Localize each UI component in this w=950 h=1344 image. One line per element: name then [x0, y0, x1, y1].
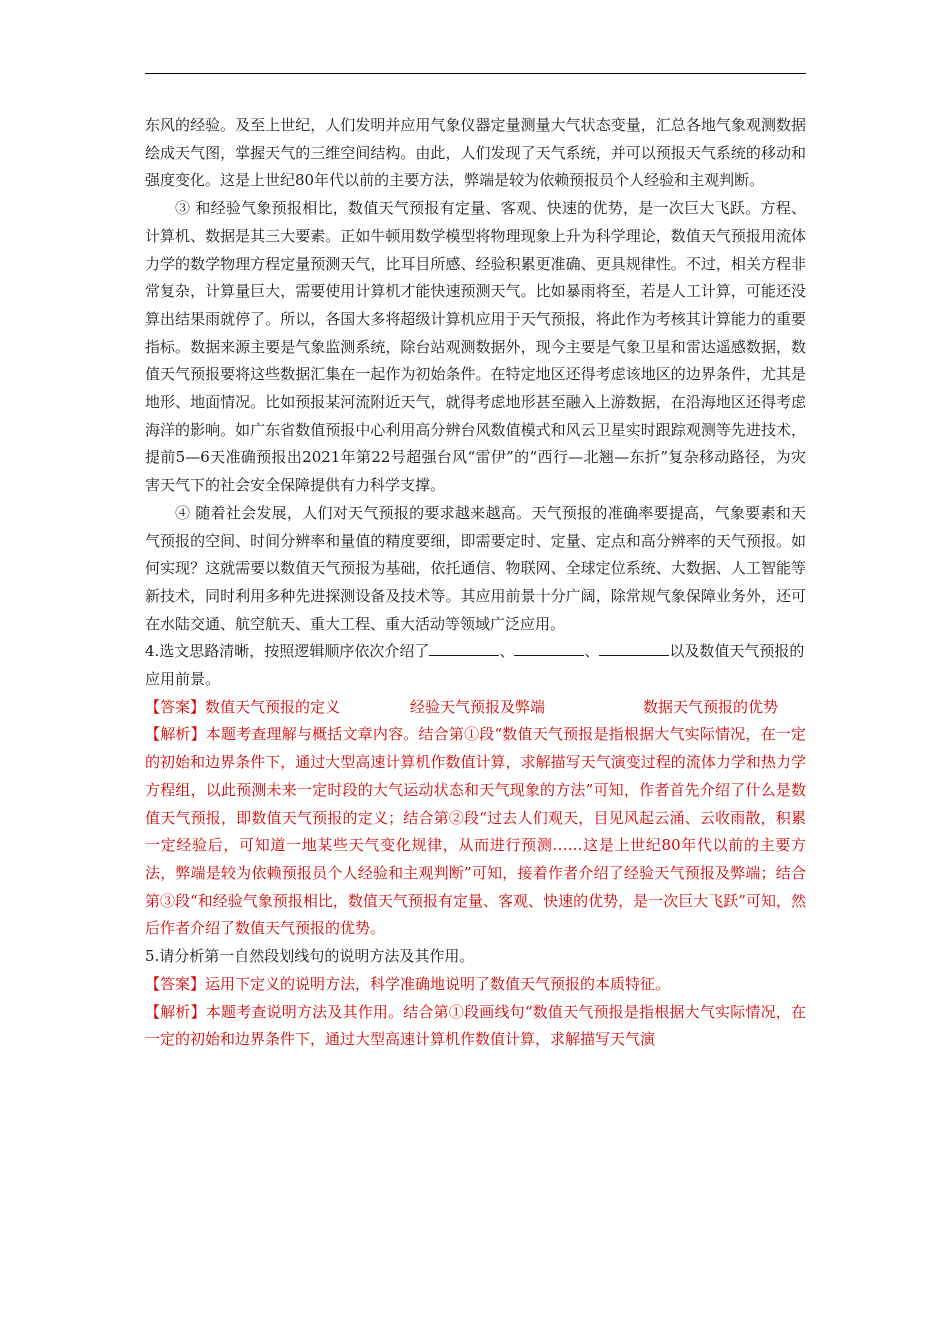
header-rule: [145, 73, 806, 74]
question-4-analysis: [145, 721, 806, 943]
analysis-text: 本题考查说明方法及其作用。结合第①段画线句“数值天气预报是指根据大气实际情况，在一定的初始和边界条件下，通过大型高速计算机作数值计算，求解描写天气演: [145, 1002, 806, 1049]
question-5-analysis: [145, 999, 806, 1054]
analysis-tag: 【解析】: [145, 1002, 206, 1021]
answer-blank-2[interactable]: [514, 639, 584, 656]
answer-tag: 【答案】: [145, 697, 206, 716]
passage-paragraph-3: ③ 和经验气象预报相比，数值天气预报有定量、客观、快速的优势，是一次巨大飞跃。方程、计算机、数据是其三大要素。正如牛顿用数学模型将物理现象上升为科学理论，数值天气预报用流体力学的数学物理方程定量预测天气，比耳目所感、经验积累更准确、更具规律性。不过，相关方程非常复杂，计算量巨大，需要使用计算机才能快速预测天气。比如暴雨将至，若是人工计算，可能还没算出结果雨就停了。所以，各国大多将超级计算机应用于天气预报，将此作为考核其计算能力的重要指标。数据来源主要是气象监测系统，除台站观测数据外，现今主要是气象卫星和雷达遥感数据，数值天气预报要将这些数据汇集在一起作为初始条件。在特定地区还得考虑该地区的边界条件，尤其是地形、地面情况。比如预报某河流附近天气，就得考虑地形甚至融入上游数据，在沿海地区还得考虑海洋的影响。如广东省数值预报中心利用高分辨台风数值模式和风云卫星实时跟踪观测等先进技术，提前5—6天准确预报出2021年第22号超强台风“雷伊”的“西行—北翘—东折”复杂移动路径，为灾害天气下的社会安全保障提供有力科学支撑。: [145, 199, 806, 495]
question-4-answer: [145, 694, 806, 722]
answer-text: 运用下定义的说明方法，科学准确地说明了数值天气预报的本质特征。: [205, 974, 671, 993]
question-4-text-after: 以及数值天气预报的应用前景。: [145, 642, 805, 689]
question-4-separator-1: 、: [499, 642, 515, 661]
answer-item-1: 数值天气预报的定义: [205, 697, 341, 716]
answer-item-2: 经验天气预报及弊端: [410, 697, 546, 716]
document-body: [145, 112, 806, 1054]
passage-paragraph-4: ④ 随着社会发展，人们对天气预报的要求越来越高。天气预报的准确率要提高，气象要素和天气预报的空间、时间分辨率和量值的精度要细，即需要定时、定量、定点和高分辨率的天气预报。如何实现？这就需要以数值天气预报为基础，依托通信、物联网、全球定位系统、大数据、人工智能等新技术，同时利用多种先进探测设备及技术等。其应用前景十分广阔，除常规气象保障业务外，还可在水陆交通、航空航天、重大工程、重大活动等领域广泛应用。: [145, 503, 806, 633]
question-4-separator-2: 、: [584, 642, 600, 661]
question-5-answer: [145, 971, 806, 999]
question-4: [145, 638, 806, 693]
answer-blank-3[interactable]: [599, 639, 669, 656]
answer-tag: 【答案】: [145, 974, 206, 993]
passage-paragraph-2-tail: 东风的经验。及至上世纪，人们发明并应用气象仪器定量测量大气状态变量，汇总各地气象观测数据绘成天气图，掌握天气的三维空间结构。由此，人们发现了天气系统，并可以预报天气系统的移动和强度变化。这是上世纪80年代以前的主要方法，弊端是较为依赖预报员个人经验和主观判断。: [145, 116, 806, 190]
question-5: 5.请分析第一自然段划线句的说明方法及其作用。: [145, 947, 475, 966]
analysis-tag: 【解析】: [145, 725, 206, 744]
answer-blank-1[interactable]: [429, 639, 499, 656]
question-4-text-before: 4.选文思路清晰，按照逻辑顺序依次介绍了: [145, 642, 430, 661]
analysis-text: 本题考查理解与概括文章内容。结合第①段“数值天气预报是指根据大气实际情况，在一定的初始和边界条件下，通过大型高速计算机作数值计算，求解描写天气演变过程的流体力学和热力学方程组，以此预测未来一定时段的大气运动状态和天气现象的方法”可知，作者首先介绍了什么是数值天气预报，即数值天气预报的定义；结合第②段“过去人们观天，目见风起云涌、云收雨散，积累一定经验后，可知道一地某些天气变化规律，从而进行预测……这是上世纪80年代以前的主要方法，弊端是较为依赖预报员个人经验和主观判断”可知，接着作者介绍了经验天气预报及弊端；结合第③段“和经验气象预报相比，数值天气预报有定量、客观、快速的优势，是一次巨大飞跃”可知，然后作者介绍了数值天气预报的优势。: [145, 725, 806, 938]
answer-item-3: 数据天气预报的优势: [643, 697, 779, 716]
